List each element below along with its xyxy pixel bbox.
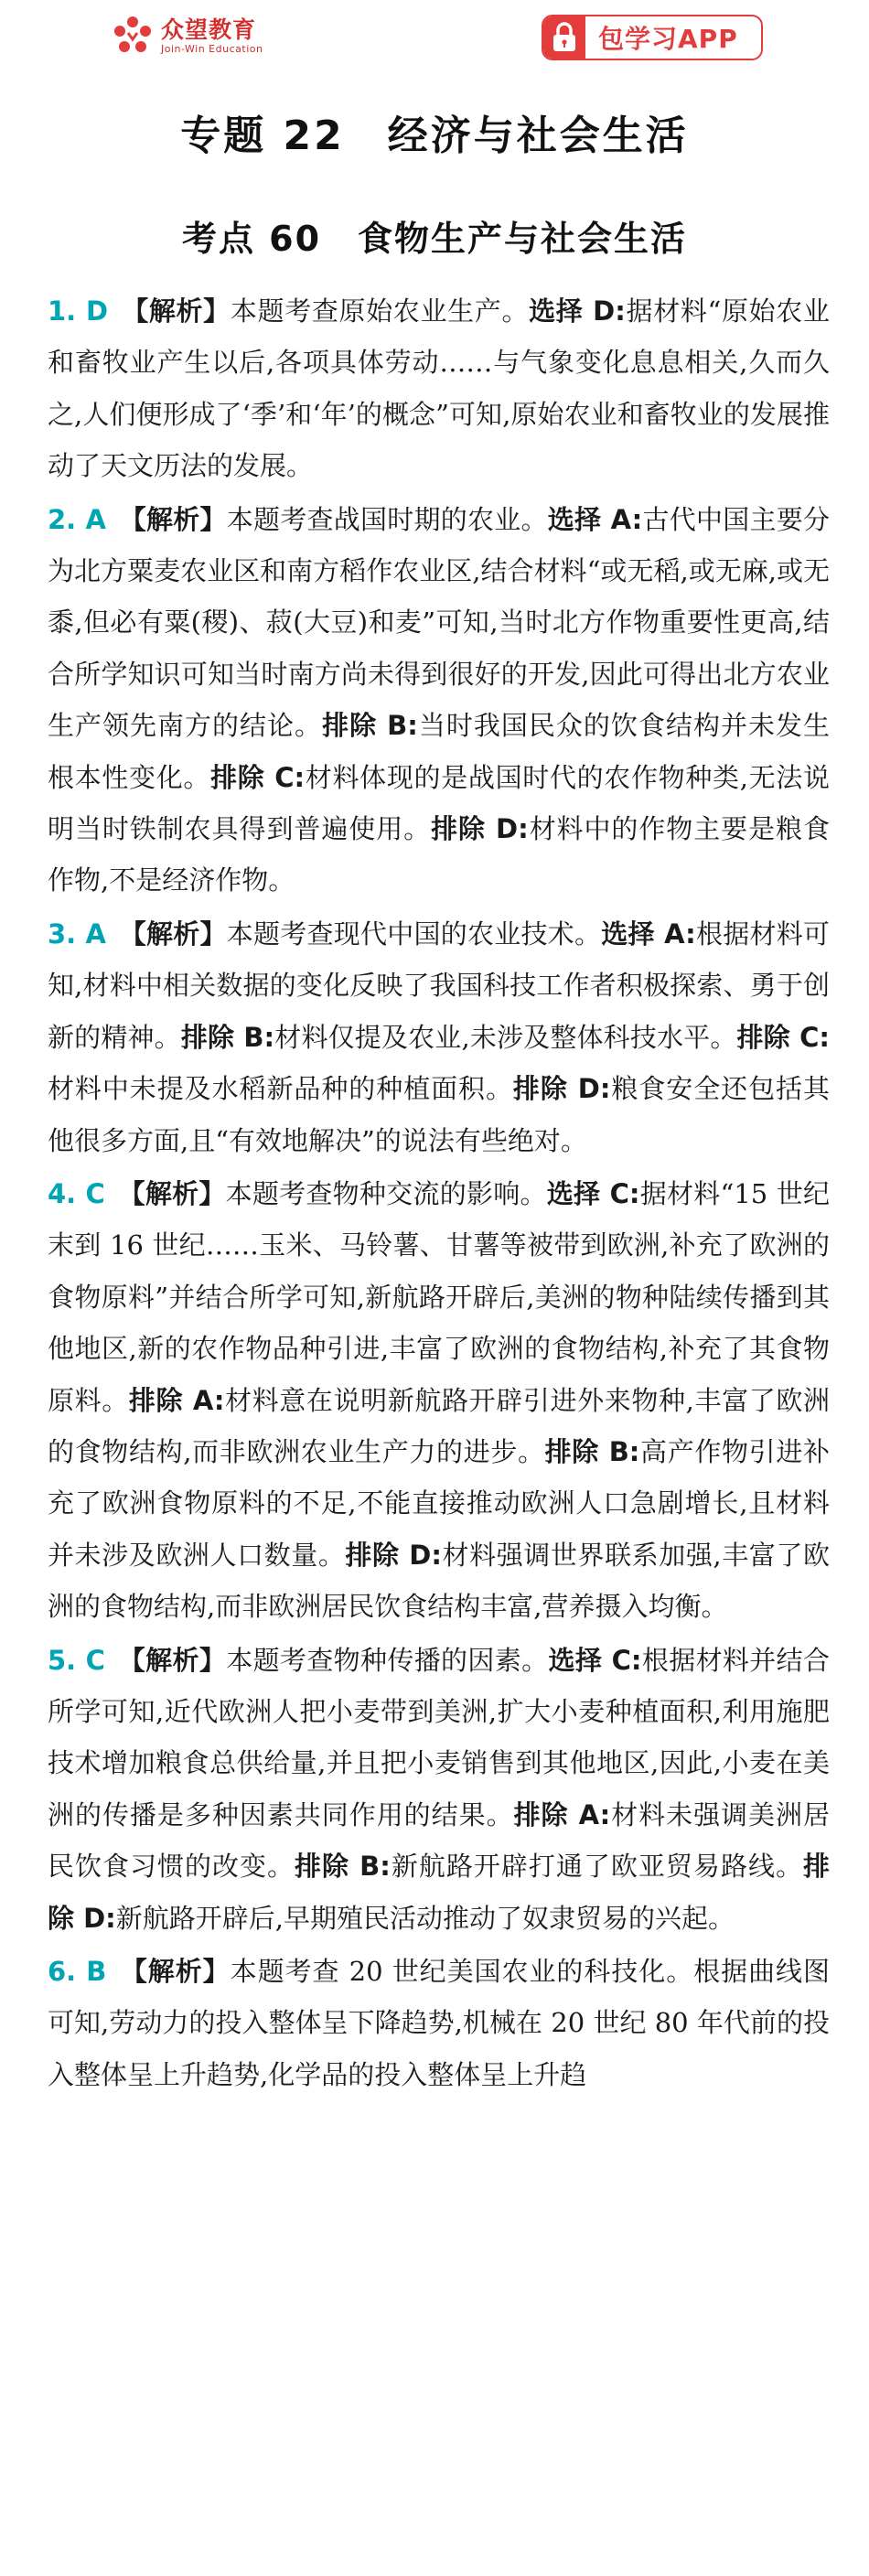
analysis-tag: 【解析】 [119,1956,231,1987]
analysis-text: 古代中国主要分为北方粟麦农业区和南方稻作农业区,结合材料“或无稻,或无麻,或无黍,但必有粟(稷)、菽(大豆)和麦”可知,当时北方作物重要性更高,结合所学知识可知当时南方尚未得到很好的开发,因此可得出北方农业生产领先南方的结论。 [48,503,830,742]
page-header [0,0,869,82]
analysis-text: 材料体现的是战国时代的农作物种类,无法说明当时铁制农具得到普遍使用。 [48,761,830,845]
answer-number: 4. C [48,1177,105,1209]
answer-number: 2. A [48,503,106,535]
analysis-text: 材料未强调美洲居民饮食习惯的改变。 [48,1798,830,1883]
analysis-text: 新航路开辟后,早期殖民活动推动了奴隶贸易的兴起。 [115,1902,735,1934]
answer-item [48,1946,830,2100]
option-keyword: 排除 C: [736,1021,830,1053]
option-keyword: 选择 C: [548,1644,642,1676]
answer-number: 3. A [48,918,106,950]
analysis-tag: 【解析】 [118,1644,227,1676]
app-label: 包学习APP [598,24,738,54]
answer-list [48,285,830,2102]
analysis-text: 本题考查现代中国的农业技术。 [226,918,602,950]
analysis-text: 根据材料并结合所学可知,近代欧洲人把小麦带到美洲,扩大小麦种植面积,利用施肥技术增加粮食总供给量,并且把小麦销售到其他地区,因此,小麦在美洲的传播是多种因素共同作用的结果。 [48,1644,830,1830]
analysis-text: 据材料“原始农业和畜牧业产生以后,各项具体劳动……与气象变化息息相关,久而久之,人们便形成了‘季’和‘年’的概念”可知,原始农业和畜牧业的发展推动了天文历法的发展。 [48,295,830,482]
brand-logo-icon [112,15,154,57]
answer-item [48,285,830,492]
brand-subtitle: Join-Win Education [161,42,263,55]
analysis-tag: 【解析】 [121,295,231,327]
analysis-text: 材料意在说明新航路开辟引进外来物种,丰富了欧洲的食物结构,而非欧洲农业生产力的进步。 [48,1384,830,1467]
option-keyword: 排除 A: [513,1798,611,1830]
brand-name: 众望教育 [161,16,257,43]
option-keyword: 选择 D: [529,295,626,327]
answer-item [48,1635,830,1944]
analysis-tag: 【解析】 [118,1177,226,1209]
answer-number: 6. B [48,1956,107,1987]
app-badge[interactable] [542,15,763,60]
analysis-text: 新航路开辟打通了欧亚贸易路线。 [390,1851,803,1883]
option-keyword: 排除 B: [544,1435,640,1467]
option-keyword: 排除 B: [322,710,418,742]
analysis-tag: 【解析】 [119,918,227,950]
answer-number: 1. D [48,295,109,327]
analysis-text: 本题考查物种交流的影响。 [225,1177,547,1209]
analysis-text: 本题考查 20 世纪美国农业的科技化。根据曲线图可知,劳动力的投入整体呈下降趋势,机械在 20 世纪 80 年代前的投入整体呈上升趋势,化学品的投入整体呈上升趋 [48,1956,830,2090]
analysis-text: 据材料“15 世纪末到 16 世纪……玉米、马铃薯、甘薯等被带到欧洲,补充了欧洲的食物原料”并结合所学可知,新航路开辟后,美洲的物种陆续传播到其他地区,新的农作物品种引进,丰富了欧洲的食物结构,补充了其食物原料。 [48,1177,830,1416]
analysis-text: 本题考查战国时期的农业。 [226,503,548,535]
analysis-text: 本题考查物种传播的因素。 [226,1644,549,1676]
analysis-text: 材料强调世界联系加强,丰富了欧洲的食物结构,而非欧洲居民饮食结构丰富,营养摄入均衡。 [48,1539,830,1623]
option-keyword: 排除 A: [128,1384,225,1416]
analysis-text: 材料仅提及农业,未涉及整体科技水平。 [274,1021,737,1053]
answer-item [48,1168,830,1633]
page-title: 专题 22 经济与社会生活 [180,113,689,159]
option-keyword: 排除 D: [431,813,529,845]
analysis-text: 高产作物引进补充了欧洲食物原料的不足,不能直接推动欧洲人口急剧增长,且材料并未涉及欧洲人口数量。 [48,1435,830,1571]
answer-item [48,908,830,1166]
analysis-tag: 【解析】 [119,503,227,535]
option-keyword: 选择 C: [546,1177,640,1209]
option-keyword: 排除 D: [48,1851,830,1934]
answer-item [48,494,830,907]
analysis-text: 粮食安全还包括其他很多方面,且“有效地解决”的说法有些绝对。 [48,1073,830,1156]
option-keyword: 排除 B: [180,1021,275,1053]
analysis-text: 材料中未提及水稻新品种的种植面积。 [48,1073,513,1105]
analysis-text: 材料中的作物主要是粮食作物,不是经济作物。 [48,813,830,896]
option-keyword: 排除 D: [512,1073,611,1105]
option-keyword: 排除 D: [345,1539,442,1571]
analysis-text: 当时我国民众的饮食结构并未发生根本性变化。 [48,710,830,793]
brand [112,15,263,57]
app-lock-icon [543,16,585,59]
section-subtitle: 考点 60 食物生产与社会生活 [181,219,688,259]
answer-number: 5. C [48,1644,105,1676]
analysis-text: 根据材料可知,材料中相关数据的变化反映了我国科技工作者积极探索、勇于创新的精神。 [48,918,830,1053]
option-keyword: 排除 B: [295,1851,391,1883]
option-keyword: 选择 A: [547,503,643,535]
option-keyword: 选择 A: [601,918,696,950]
analysis-text: 本题考查原始农业生产。 [230,295,530,327]
option-keyword: 排除 C: [210,761,306,793]
